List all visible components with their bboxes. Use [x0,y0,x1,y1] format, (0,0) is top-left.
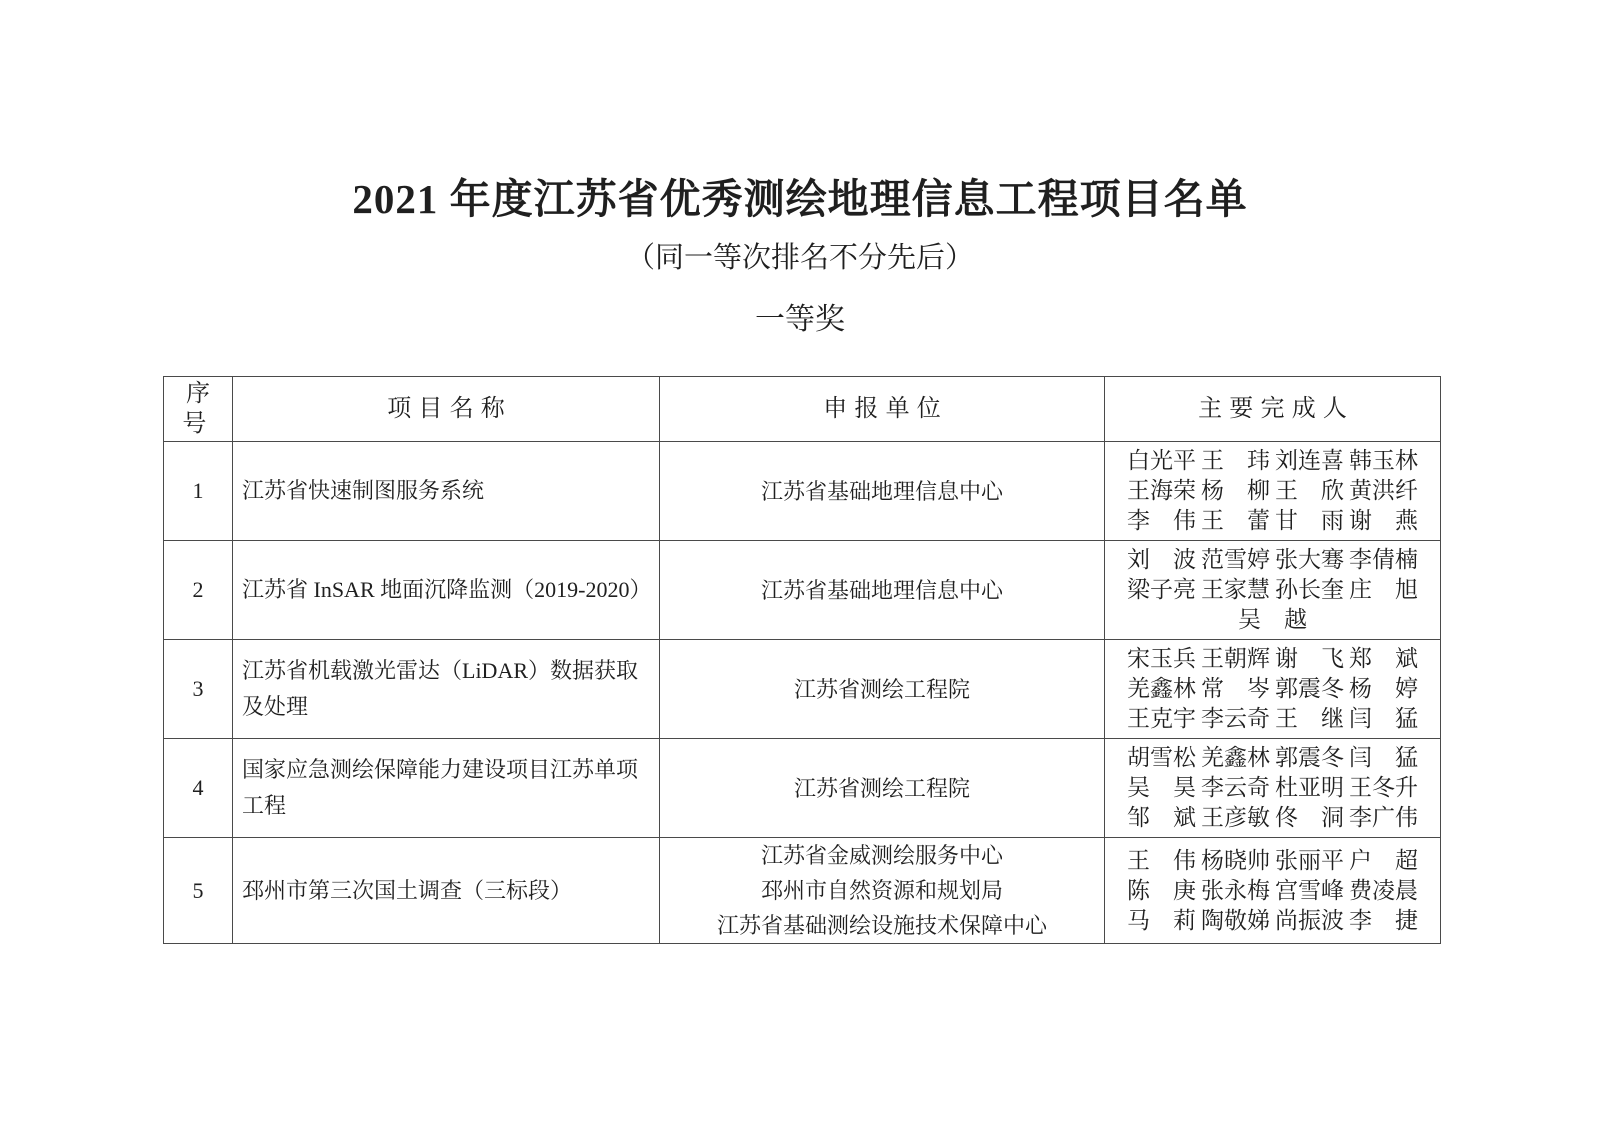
person-name: 王克宇 [1127,706,1196,731]
contributor-line [1127,846,1418,876]
award-table-body [164,442,1441,944]
person-name: 王朝辉 [1201,646,1270,671]
main-contributors [1105,442,1441,541]
person-name: 尚振波 [1275,907,1344,933]
table-row [164,739,1441,838]
person-name: 王家慧 [1201,577,1270,602]
award-tier-label: 一等奖 [755,303,845,336]
document-title: 2021 年度江苏省优秀测绘地理信息工程项目名单 [352,176,1248,222]
person-name: 吴 昊 [1127,775,1196,800]
main-contributors [1105,541,1441,640]
declaring-organization [660,838,1105,944]
contributor-line [1127,575,1418,605]
person-name: 羌鑫林 [1201,745,1270,770]
person-name: 吴 越 [1238,607,1307,632]
person-name: 李 捷 [1349,907,1418,933]
person-name: 郭震冬 [1275,745,1344,770]
contributor-line [1127,605,1418,635]
project-name: 江苏省机载激光雷达（LiDAR）数据获取及处理 [233,640,660,739]
person-name: 宋玉兵 [1127,646,1196,671]
person-name: 韩玉林 [1349,448,1418,473]
organization-line: 江苏省金威测绘服务中心 [760,843,1003,868]
row-index: 4 [164,739,233,838]
document-subtitle: （同一等次排名不分先后） [625,242,974,274]
column-header-project: 项目名称 [233,377,660,442]
person-name: 谢 飞 [1275,646,1344,671]
contributor-line [1127,876,1418,906]
organization-line: 江苏省基础地理信息中心 [760,478,1003,504]
person-name: 常 岑 [1201,676,1270,701]
main-contributors [1105,838,1441,944]
contributor-line [1127,644,1418,674]
person-name: 羌鑫林 [1127,676,1196,701]
organization-line: 江苏省测绘工程院 [793,775,970,801]
person-name: 陈 庚 [1127,877,1196,903]
contributor-line [1127,773,1418,803]
person-name: 王彦敏 [1201,805,1270,830]
column-header-index: 序号 [164,377,233,442]
person-name: 王 蕾 [1201,508,1270,533]
person-name: 杜亚明 [1275,775,1344,800]
declaring-organization [660,640,1105,739]
organization-line: 邳州市自然资源和规划局 [760,878,1003,903]
organization-line: 江苏省基础地理信息中心 [760,577,1003,603]
person-name: 谢 燕 [1349,508,1418,533]
main-contributors [1105,640,1441,739]
contributor-line [1127,704,1418,734]
column-header-organization: 申报单位 [660,377,1105,442]
table-row [164,640,1441,739]
contributor-line [1127,446,1418,476]
person-name: 王 伟 [1127,847,1196,873]
project-name: 邳州市第三次国土调查（三标段） [233,838,660,944]
person-name: 佟 洞 [1275,805,1344,830]
person-name: 杨晓帅 [1201,847,1270,873]
row-index: 5 [164,838,233,944]
person-name: 刘 波 [1127,547,1196,572]
person-name: 李 伟 [1127,508,1196,533]
person-name: 王海荣 [1127,478,1196,503]
person-name: 郭震冬 [1275,676,1344,701]
person-name: 杨 柳 [1201,478,1270,503]
person-name: 杨 婷 [1349,676,1418,701]
table-row [164,541,1441,640]
table-row [164,838,1441,944]
contributor-line [1127,506,1418,536]
person-name: 范雪婷 [1201,547,1270,572]
declaring-organization [660,739,1105,838]
person-name: 陶敬娣 [1201,907,1270,933]
person-name: 邹 斌 [1127,805,1196,830]
person-name: 王 继 [1275,706,1344,731]
person-name: 李广伟 [1349,805,1418,830]
person-name: 费凌晨 [1349,877,1418,903]
person-name: 闫 猛 [1349,745,1418,770]
person-name: 孙长奎 [1275,577,1344,602]
row-index: 2 [164,541,233,640]
person-name: 梁子亮 [1127,577,1196,602]
award-table-header [164,377,1441,442]
organization-line: 江苏省测绘工程院 [793,676,970,702]
contributor-line [1127,674,1418,704]
project-name: 江苏省 InSAR 地面沉降监测（2019-2020） [233,541,660,640]
person-name: 户 超 [1349,847,1418,873]
person-name: 张大骞 [1275,547,1344,572]
row-index: 3 [164,640,233,739]
person-name: 张丽平 [1275,847,1344,873]
person-name: 黄洪纤 [1349,478,1418,503]
project-name: 国家应急测绘保障能力建设项目江苏单项工程 [233,739,660,838]
main-contributors [1105,739,1441,838]
contributor-line [1127,803,1418,833]
person-name: 郑 斌 [1349,646,1418,671]
person-name: 闫 猛 [1349,706,1418,731]
contributor-line [1127,906,1418,936]
person-name: 李倩楠 [1349,547,1418,572]
person-name: 李云奇 [1201,706,1270,731]
contributor-line [1127,743,1418,773]
person-name: 白光平 [1127,448,1196,473]
person-name: 甘 雨 [1275,508,1344,533]
person-name: 王冬升 [1349,775,1418,800]
contributor-line [1127,476,1418,506]
table-row [164,442,1441,541]
organization-line: 江苏省基础测绘设施技术保障中心 [716,913,1047,938]
project-name: 江苏省快速制图服务系统 [233,442,660,541]
column-header-contributors: 主要完成人 [1105,377,1441,442]
declaring-organization [660,442,1105,541]
header-row [164,377,1441,442]
row-index: 1 [164,442,233,541]
declaring-organization [660,541,1105,640]
person-name: 宫雪峰 [1275,877,1344,903]
award-table [163,376,1441,944]
person-name: 庄 旭 [1349,577,1418,602]
person-name: 刘连喜 [1275,448,1344,473]
person-name: 张永梅 [1201,877,1270,903]
person-name: 李云奇 [1201,775,1270,800]
person-name: 王 玮 [1201,448,1270,473]
person-name: 王 欣 [1275,478,1344,503]
person-name: 胡雪松 [1127,745,1196,770]
person-name: 马 莉 [1127,907,1196,933]
contributor-line [1127,545,1418,575]
